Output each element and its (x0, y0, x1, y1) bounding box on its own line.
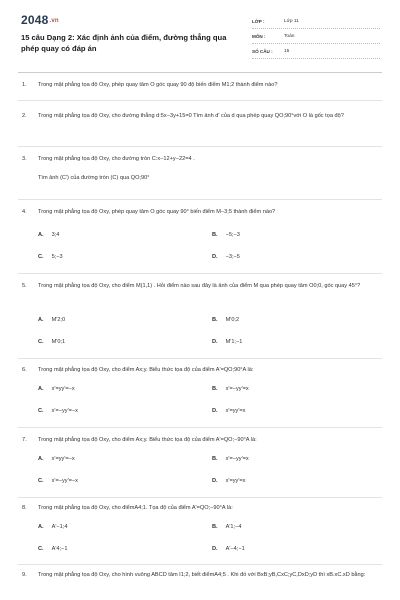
option-key: C. (38, 546, 44, 552)
question-text: Trong mặt phẳng tọa độ Oxy, cho điểm Ax;y. Biểu thức tọa độ của điểm A'=QO;90°A là: (38, 367, 254, 373)
question-4 (22, 207, 382, 218)
option-value: x'=yy'=−x (51, 386, 75, 392)
question-text: Trong mặt phẳng tọa độ Oxy, cho đường thẳng d:5x−3y+15=0 Tìm ảnh d' của d qua phép quay QO;90°với O là gốc tọa độ? (38, 113, 344, 119)
option-value: 5;−3 (51, 254, 63, 260)
header (0, 0, 400, 70)
question-divider (18, 146, 382, 147)
question-number: 5. (22, 283, 27, 289)
question-number: 7. (22, 437, 27, 443)
option-key: D. (212, 408, 218, 414)
option-value: x'=−yy'=−x (51, 408, 78, 414)
option-value: −5;−3 (225, 232, 240, 238)
option-d[interactable] (212, 546, 245, 552)
option-value: M'0;2 (225, 317, 240, 323)
option-key: A. (38, 524, 44, 530)
option-c[interactable] (38, 546, 67, 552)
question-9 (22, 570, 382, 581)
option-key: C. (38, 408, 44, 414)
meta-row-class (252, 14, 380, 29)
option-b[interactable] (212, 524, 241, 530)
option-key: A. (38, 232, 44, 238)
question-divider (18, 427, 382, 428)
question-subtext: Tìm ảnh (C') của đường tròn (C) qua QO;90° (38, 175, 150, 181)
option-b[interactable] (212, 386, 249, 392)
option-a[interactable] (38, 317, 65, 323)
logo-text: 2048 (21, 13, 49, 27)
option-c[interactable] (38, 339, 65, 345)
option-key: C. (38, 254, 44, 260)
option-c[interactable] (38, 478, 78, 484)
option-d[interactable] (212, 408, 245, 414)
option-d[interactable] (212, 478, 245, 484)
question-number: 1. (22, 82, 27, 88)
logo-suffix: .vn (49, 17, 59, 24)
option-value: x'=−yy'=x (225, 456, 249, 462)
meta-label: LỚP : (252, 18, 265, 24)
option-a[interactable] (38, 386, 75, 392)
option-c[interactable] (38, 408, 78, 414)
option-key: D. (212, 546, 218, 552)
question-divider (18, 358, 382, 359)
option-d[interactable] (212, 339, 242, 345)
option-value: A'−4;−1 (225, 546, 245, 552)
meta-value: 15 (284, 48, 290, 54)
question-3 (22, 154, 382, 184)
option-b[interactable] (212, 317, 239, 323)
question-5 (22, 281, 382, 292)
option-key: C. (38, 478, 44, 484)
meta-table (252, 14, 380, 59)
option-key: A. (38, 386, 44, 392)
option-a[interactable] (38, 232, 59, 238)
question-text: Trong mặt phẳng tọa độ Oxy, cho đường tròn C:x−12+y−22=4 . (38, 156, 195, 162)
page-title: 15 câu Dạng 2: Xác định ảnh của điểm, đường thẳng qua phép quay có đáp án (21, 33, 227, 53)
question-text: Trong mặt phẳng tọa độ Oxy, cho điểmA4;1. Tọa độ của điểm A'=QO;−90°A là: (38, 505, 233, 511)
option-key: B. (212, 456, 218, 462)
option-value: x'=yy'=−x (51, 456, 75, 462)
question-6 (22, 365, 382, 376)
option-a[interactable] (38, 456, 75, 462)
option-value: −3;−5 (225, 254, 240, 260)
question-number: 6. (22, 367, 27, 373)
question-number: 4. (22, 209, 27, 215)
meta-value: Lớp 11 (284, 18, 299, 24)
option-key: D. (212, 339, 218, 345)
option-b[interactable] (212, 232, 240, 238)
option-key: C. (38, 339, 44, 345)
question-divider (18, 273, 382, 274)
option-key: D. (212, 254, 218, 260)
option-value: x'=yy'=x (225, 478, 246, 484)
meta-row-count (252, 44, 380, 59)
option-value: M'0;1 (51, 339, 66, 345)
option-key: D. (212, 478, 218, 484)
question-text: Trong mặt phẳng tọa độ Oxy, cho hình vuông ABCD tâm I1;2, biết điểmA4;5 . Khi đó với Bx​B;yB,Cx​C;yC,Dx​D;yD thì xB.xC.xD bằng: (38, 572, 366, 578)
question-number: 3. (22, 156, 27, 162)
question-divider (18, 497, 382, 498)
question-text: Trong mặt phẳng tọa độ Oxy, cho điểm M(1,1) . Hỏi điểm nào sau đây là ảnh của điểm M qua phép quay tâm O0;0, góc quay 45°? (38, 283, 361, 289)
question-2 (22, 111, 382, 122)
meta-value: Toán (284, 33, 295, 39)
option-a[interactable] (38, 524, 67, 530)
option-key: B. (212, 232, 218, 238)
meta-row-subject (252, 29, 380, 44)
question-number: 9. (22, 572, 27, 578)
meta-label: SỐ CÂU : (252, 48, 273, 54)
site-logo[interactable] (21, 13, 59, 27)
option-value: 3;4 (51, 232, 60, 238)
meta-label: MÔN : (252, 33, 266, 39)
option-b[interactable] (212, 456, 249, 462)
option-value: A'4;−1 (51, 546, 68, 552)
question-7 (22, 435, 382, 446)
option-value: M'1;−1 (225, 339, 243, 345)
question-divider (18, 100, 382, 101)
question-divider (18, 564, 382, 565)
option-d[interactable] (212, 254, 240, 260)
header-divider (18, 72, 382, 73)
question-text: Trong mặt phẳng tọa độ Oxy, phép quay tâm O góc quay 90° biến điểm M−3;5 thành điểm nào? (38, 209, 276, 215)
option-value: x'=−yy'=−x (51, 478, 78, 484)
question-1 (22, 80, 382, 91)
question-number: 8. (22, 505, 27, 511)
option-value: x'=yy'=x (225, 408, 246, 414)
option-c[interactable] (38, 254, 63, 260)
option-key: B. (212, 524, 218, 530)
question-text: Trong mặt phẳng tọa độ Oxy, phép quay tâm O góc quay 90 độ biến điểm M1;2 thành điểm nào? (38, 82, 278, 88)
option-key: B. (212, 386, 218, 392)
option-value: A'1;−4 (225, 524, 242, 530)
question-text: Trong mặt phẳng tọa độ Oxy, cho điểm Ax;y. Biểu thức tọa độ của điểm A'=QO;−90°A là: (38, 437, 257, 443)
option-key: A. (38, 317, 44, 323)
option-key: A. (38, 456, 44, 462)
question-number: 2. (22, 113, 27, 119)
option-key: B. (212, 317, 218, 323)
option-value: A'−1;4 (51, 524, 68, 530)
question-divider (18, 199, 382, 200)
question-8 (22, 503, 382, 514)
option-value: x'=−yy'=x (225, 386, 249, 392)
option-value: M'2;0 (51, 317, 66, 323)
